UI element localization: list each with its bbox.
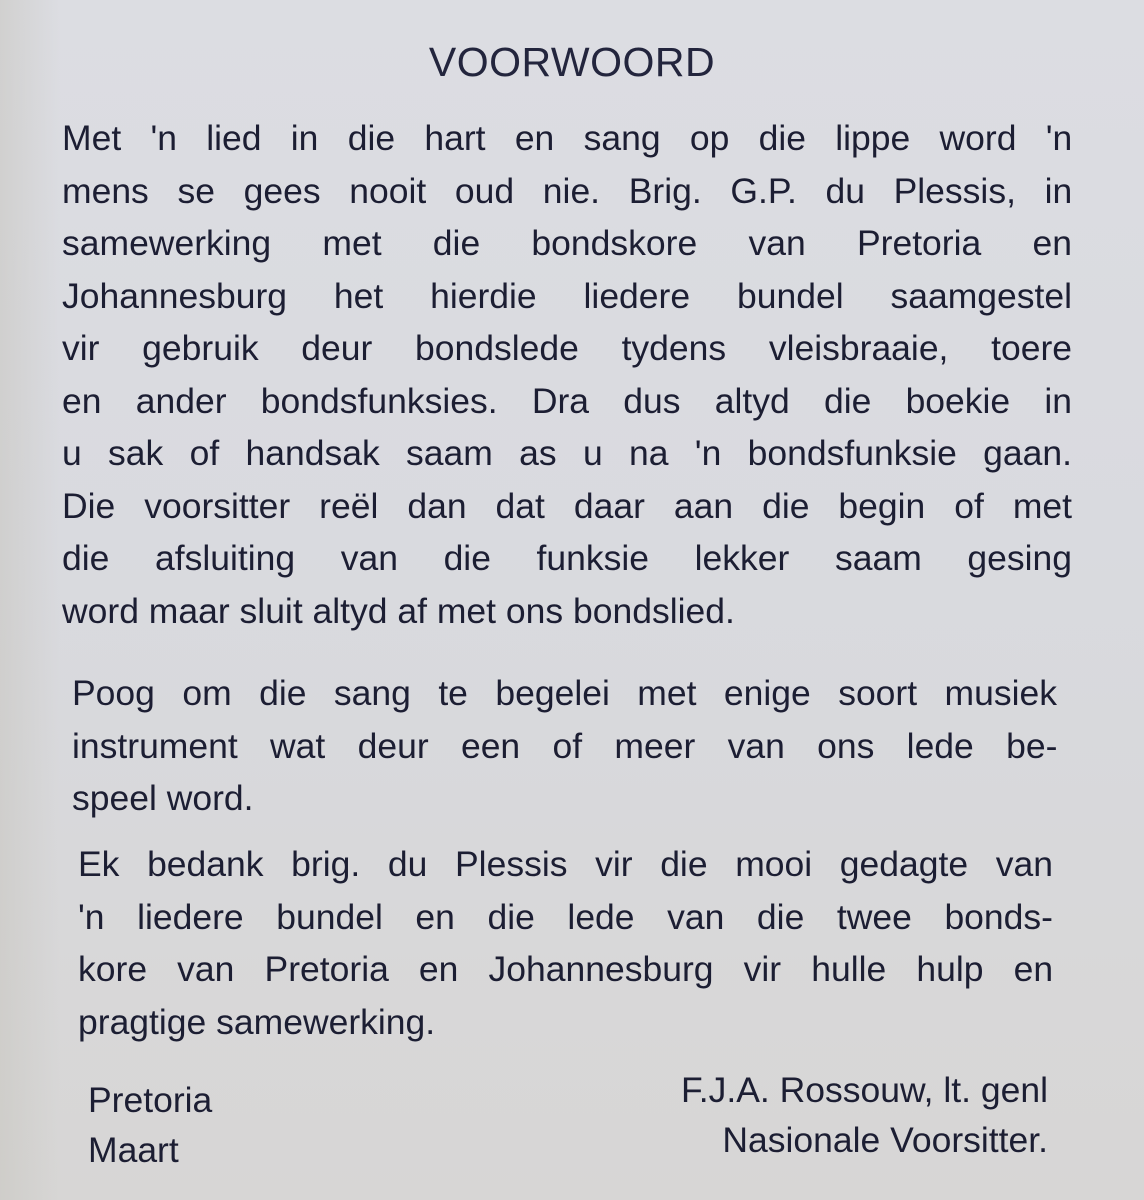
text-line: kore van Pretoria en Johannesburg vir hulle hulp en	[78, 949, 1054, 989]
text-line: speel word.	[72, 778, 254, 818]
paragraph-thanks	[78, 838, 1053, 1048]
text-line: Ek bedank brig. du Plessis vir die mooi gedagte van	[78, 844, 1053, 884]
text-line: Johannesburg het hierdie liedere bundel saamgestel	[62, 275, 1072, 316]
signature-block	[681, 1065, 1048, 1165]
page-title: VOORWOORD	[428, 39, 716, 85]
paragraph-music	[72, 667, 1057, 825]
place-date-block	[88, 1075, 212, 1175]
signatory-name: F.J.A. Rossouw, lt. genl	[681, 1070, 1048, 1110]
text-line: samewerking met die bondskore van Pretoria en	[62, 223, 1072, 263]
text-line: u sak of handsak saam as u na 'n bondsfunksie gaan.	[62, 433, 1072, 473]
text-line: 'n liedere bundel en die lede van die twee bonds-	[78, 896, 1053, 937]
text-line: pragtige samewerking.	[78, 1001, 436, 1042]
text-line: word maar sluit altyd af met ons bondslied.	[62, 590, 735, 631]
text-line: en ander bondsfunksies. Dra dus altyd die boekie in	[62, 380, 1073, 421]
paragraph-intro	[62, 112, 1072, 637]
place-label: Pretoria	[88, 1080, 213, 1120]
text-line: instrument wat deur een of meer van ons lede be-	[72, 725, 1058, 766]
signatory-role: Nasionale Voorsitter.	[722, 1120, 1048, 1160]
text-line: Poog om die sang te begelei met enige soort musiek	[72, 673, 1057, 713]
text-line: Die voorsitter reël dan dat daar aan die begin of met	[62, 485, 1072, 526]
text-line: mens se gees nooit oud nie. Brig. G.P. du Plessis, in	[62, 170, 1073, 211]
text-line: Met 'n lied in die hart en sang op die lippe word 'n	[62, 118, 1073, 158]
text-line: die afsluiting van die funksie lekker saam gesing	[62, 538, 1072, 578]
text-line: vir gebruik deur bondslede tydens vleisbraaie, toere	[62, 328, 1073, 368]
month-label: Maart	[88, 1130, 179, 1170]
